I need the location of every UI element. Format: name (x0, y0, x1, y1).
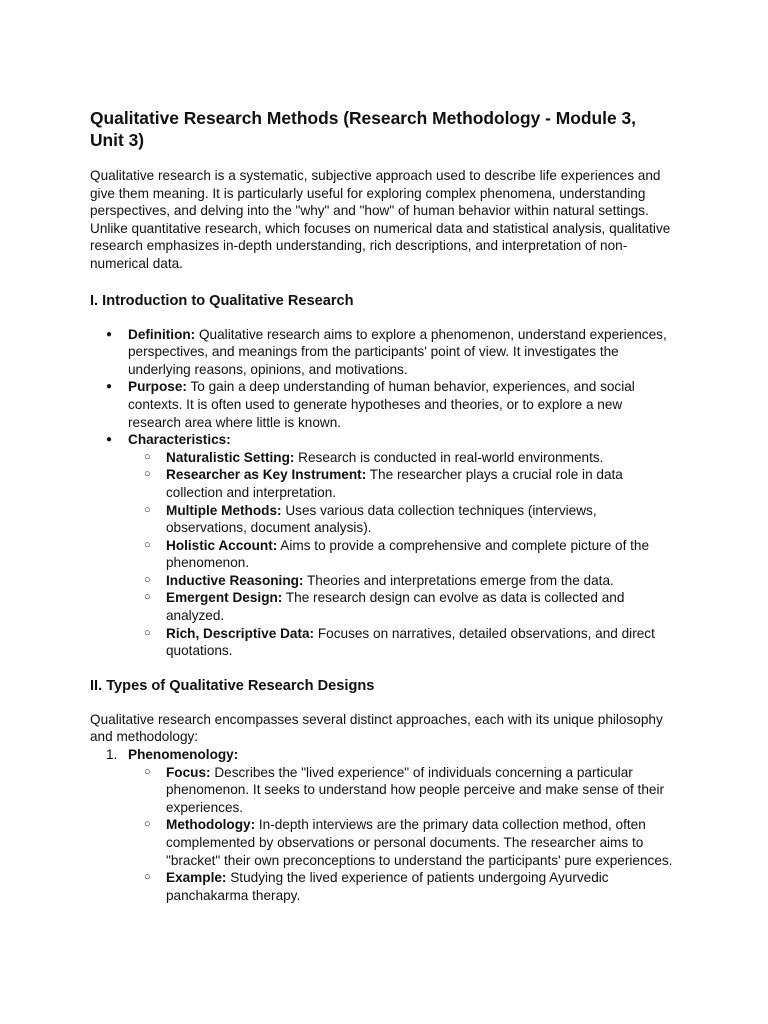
list-item-label: Naturalistic Setting: (166, 449, 295, 465)
list-item-text: In-depth interviews are the primary data collection method, often complemented by observations or personal documents. The researcher aims to "bracket" their own preconceptions to understand the participants' pure experiences. (166, 817, 673, 868)
list-item-text: Theories and interpretations emerge from the data. (303, 572, 614, 588)
list-item-text: Describes the "lived experience" of individuals concerning a particular phenomenon. It seeks to understand how people perceive and make sense of their experiences. (166, 764, 665, 815)
list-item-label: Multiple Methods: (166, 502, 282, 518)
characteristics-list (128, 449, 678, 660)
list-item-definition (128, 326, 678, 379)
types-intro-paragraph: Qualitative research encompasses several distinct approaches, each with its unique philosophy and methodology: (90, 711, 663, 745)
list-item-label: Example: (166, 870, 227, 886)
list-item-label: Emergent Design: (166, 590, 283, 606)
list-item-text: Research is conducted in real-world environments. (294, 449, 604, 465)
list-item-label: Characteristics: (128, 432, 231, 448)
list-item (166, 449, 678, 467)
list-item-label: Rich, Descriptive Data: (166, 625, 315, 641)
section-heading-types: II. Types of Qualitative Research Designs (90, 677, 375, 694)
list-item (166, 764, 678, 817)
list-item (166, 537, 678, 572)
list-item-label: Holistic Account: (166, 537, 278, 553)
section-heading-introduction: I. Introduction to Qualitative Research (90, 292, 354, 309)
list-item-label: Methodology: (166, 817, 256, 833)
list-item-label: Inductive Reasoning: (166, 572, 304, 588)
list-item-label: Purpose: (128, 379, 187, 395)
list-item-characteristics (128, 431, 678, 660)
list-item-label: Phenomenology: (128, 747, 239, 763)
list-item-text: Studying the lived experience of patients undergoing Ayurvedic panchakarma therapy. (166, 870, 609, 903)
document-title: Qualitative Research Methods (Research Methodology - Module 3, Unit 3) (90, 108, 636, 150)
list-item (166, 466, 678, 501)
design-item-phenomenology (106, 746, 678, 904)
list-item (166, 625, 678, 660)
designs-list (90, 746, 678, 904)
introduction-list (90, 326, 678, 660)
list-item-text: To gain a deep understanding of human behavior, experiences, and social contexts. It is often used to generate hypotheses and theories, or to explore a new research area where little is known. (128, 379, 635, 430)
list-item (166, 572, 678, 590)
list-item-text: Uses various data collection techniques (interviews, observations, document analysis). (166, 502, 597, 536)
list-item (166, 502, 678, 537)
list-item (166, 869, 678, 904)
list-number: 1. (106, 747, 118, 763)
list-item-text: Focuses on narratives, detailed observations, and direct quotations. (166, 625, 655, 659)
list-item-label: Focus: (166, 764, 211, 780)
list-item-purpose (128, 378, 678, 431)
list-item (166, 589, 678, 624)
list-item-text: Qualitative research aims to explore a phenomenon, understand experiences, perspectives, and meanings from the participants' point of view. It investigates the underlying reasons, opinions, and motivations. (128, 326, 667, 377)
list-item-label: Researcher as Key Instrument: (166, 467, 367, 483)
phenomenology-list (128, 764, 678, 905)
list-item (166, 816, 678, 869)
list-item-label: Definition: (128, 326, 196, 342)
list-item-text: Aims to provide a comprehensive and complete picture of the phenomenon. (166, 537, 650, 571)
list-item-text: The research design can evolve as data is collected and analyzed. (166, 590, 625, 624)
list-item-text: The researcher plays a crucial role in data collection and interpretation. (166, 467, 623, 500)
intro-paragraph: Qualitative research is a systematic, subjective approach used to describe life experiences and give them meaning. It is particularly useful for exploring complex phenomena, understanding perspectives, and delving into the "why" and "how" of human behavior within natural settings. Unlike quantitative research, which focuses on numerical data and statistical analysis, qualitative research emphasizes in-depth understanding, rich descriptions, and interpretation of non-numerical data. (90, 168, 671, 271)
